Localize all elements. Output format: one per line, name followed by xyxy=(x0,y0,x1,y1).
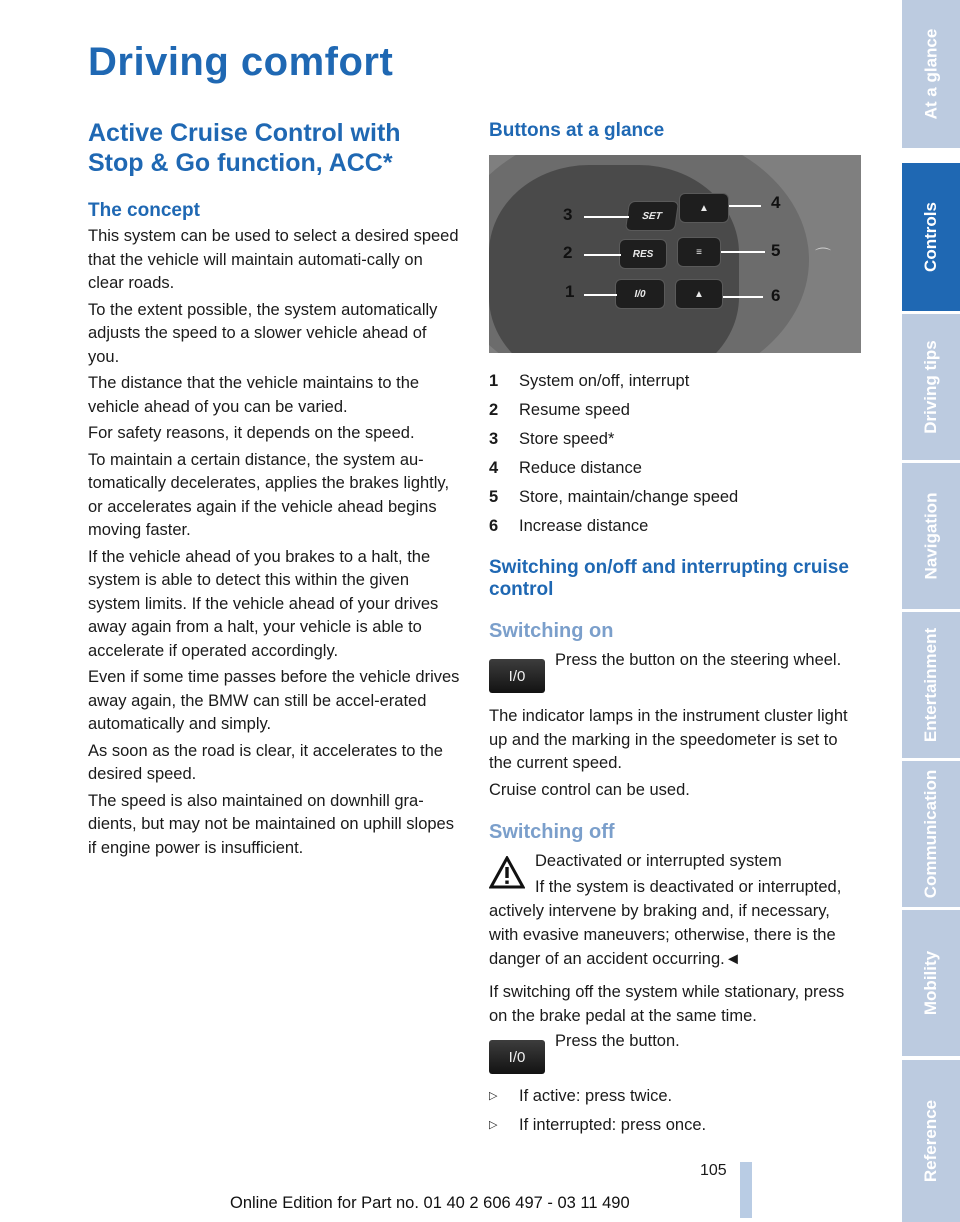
io-button-icon: I/0 xyxy=(489,659,545,693)
button-legend xyxy=(489,367,863,541)
tab-label: Reference xyxy=(921,1099,940,1183)
tab-label: Navigation xyxy=(921,492,940,580)
legend-text: Store speed* xyxy=(519,430,615,448)
section-title: Active Cruise Control with Stop & Go function, ACC* xyxy=(88,119,401,177)
distance-car-icon: ▲ xyxy=(699,202,709,214)
leader-line xyxy=(729,205,761,207)
legend-text: System on/off, interrupt xyxy=(519,372,690,390)
page-number: 105 xyxy=(700,1162,727,1179)
warning-title: Deactivated or interrupted system xyxy=(535,852,782,870)
bullet-text: If active: press twice. xyxy=(519,1087,673,1105)
tab-controls[interactable] xyxy=(902,163,960,311)
set-button: SET xyxy=(625,201,679,231)
warning-text: If the system is deactivated or interrupted, actively intervene by braking and, if necessary, with evasive maneuvers; otherwise, there is the danger of an accident occurring.◄ xyxy=(489,878,842,968)
bullet-text: If interrupted: press once. xyxy=(519,1116,707,1134)
tab-label: Communication xyxy=(921,769,941,899)
leader-line xyxy=(584,294,617,296)
legend-number: 5 xyxy=(489,488,499,506)
reduce-distance-button xyxy=(679,193,729,223)
switching-heading: Switching on/off and interrupting cruise control xyxy=(489,557,849,600)
leader-line xyxy=(723,296,763,298)
legend-number: 1 xyxy=(489,372,499,390)
switch-on-instruction xyxy=(489,649,863,693)
instruction-text: Press the button. xyxy=(555,1032,680,1050)
footer-edition: Online Edition for Part no. 01 40 2 606 497 - 03 11 490 xyxy=(230,1194,630,1212)
paragraph: To the extent possible, the system automatically adjusts the speed to a slower vehicle ahead of you. xyxy=(88,300,438,366)
tab-communication[interactable] xyxy=(902,761,960,907)
warning-icon xyxy=(489,856,525,890)
page-title: Driving comfort xyxy=(88,40,394,84)
callout-2: 2 xyxy=(563,243,573,262)
bullet-list xyxy=(489,1082,863,1140)
res-button: RES xyxy=(619,239,667,269)
legend-number: 6 xyxy=(489,517,499,535)
paragraph: The distance that the vehicle maintains to the vehicle ahead of you can be varied. xyxy=(88,374,420,416)
increase-distance-button xyxy=(675,279,723,309)
io-button: I/0 xyxy=(615,279,665,309)
legend-text: Increase distance xyxy=(519,517,649,535)
legend-number: 3 xyxy=(489,430,499,448)
paragraph: If switching off the system while stationary, press on the brake pedal at the same time. xyxy=(489,983,845,1025)
legend-text: Store, maintain/change speed xyxy=(519,488,739,506)
tab-label: Controls xyxy=(921,202,941,272)
paragraph: This system can be used to select a desired speed that the vehicle will maintain automati-cally on clear roads. xyxy=(88,227,459,292)
callout-1: 1 xyxy=(565,282,575,301)
legend-item xyxy=(489,512,863,541)
leader-line xyxy=(584,216,629,218)
right-column xyxy=(489,120,863,1140)
io-button-icon: I/0 xyxy=(489,1040,545,1074)
warning-block xyxy=(489,850,863,971)
legend-item xyxy=(489,454,863,483)
rocker-switch: ≡ xyxy=(677,237,721,267)
switch-off-instruction xyxy=(489,1030,863,1074)
chapter-tabs xyxy=(902,0,960,1222)
concept-heading: The concept xyxy=(88,200,200,221)
legend-item xyxy=(489,483,863,512)
switching-on-heading: Switching on xyxy=(489,620,614,642)
tab-label: Mobility xyxy=(921,950,940,1016)
steering-wheel-figure xyxy=(489,155,861,353)
switching-off-heading: Switching off xyxy=(489,821,615,843)
legend-text: Resume speed xyxy=(519,401,630,419)
legend-text: Reduce distance xyxy=(519,459,642,477)
triangle-bullet-icon: ▷ xyxy=(489,1119,498,1131)
page-marker-bar xyxy=(740,1162,752,1218)
tab-label: At a glance xyxy=(921,28,941,120)
paragraph: Cruise control can be used. xyxy=(489,780,690,799)
leader-line xyxy=(584,254,621,256)
callout-6: 6 xyxy=(771,286,781,305)
tab-entertainment[interactable] xyxy=(902,612,960,758)
triangle-bullet-icon: ▷ xyxy=(489,1090,498,1102)
legend-number: 4 xyxy=(489,459,499,477)
tab-label: Entertainment xyxy=(921,627,941,743)
distance-car-icon: ▲ xyxy=(694,288,704,300)
paragraph: The speed is also maintained on downhill gra-dients, but may not be maintained on uphill slopes if engine power is insufficient. xyxy=(88,791,454,857)
tab-navigation[interactable] xyxy=(902,463,960,609)
tab-driving-tips[interactable] xyxy=(902,314,960,460)
list-item xyxy=(489,1111,863,1140)
tab-label: Driving tips xyxy=(921,340,941,434)
buttons-heading: Buttons at a glance xyxy=(489,120,665,141)
instruction-text: Press the button on the steering wheel. xyxy=(555,651,842,669)
list-item xyxy=(489,1082,863,1111)
paragraph: As soon as the road is clear, it accelerates to the desired speed. xyxy=(88,741,443,783)
legend-number: 2 xyxy=(489,401,499,419)
tab-at-a-glance[interactable] xyxy=(902,0,960,148)
paragraph: For safety reasons, it depends on the speed. xyxy=(88,424,415,442)
paragraph: To maintain a certain distance, the system au-tomatically decelerates, applies the brakes lightly, or accelerates again if the vehicle ahead begins moving faster. xyxy=(88,450,450,539)
paragraph: If the vehicle ahead of you brakes to a halt, the system is able to detect this within the given system limits. If the vehicle ahead of your drives away again from a halt, your vehicle is able to accelerate if operated accordingly. xyxy=(88,547,439,660)
left-column xyxy=(88,118,462,860)
tab-reference[interactable] xyxy=(902,1060,960,1222)
legend-item xyxy=(489,396,863,425)
paragraph: The indicator lamps in the instrument cluster light up and the marking in the speedometer is set to the current speed. xyxy=(489,707,848,772)
callout-4: 4 xyxy=(771,193,781,212)
legend-item xyxy=(489,425,863,454)
horn-icon: ⌒ xyxy=(814,248,831,265)
legend-item xyxy=(489,367,863,396)
tab-mobility[interactable] xyxy=(902,910,960,1056)
callout-3: 3 xyxy=(563,205,573,224)
paragraph: Even if some time passes before the vehicle drives away again, the BMW can still be accel-erated automatically and simply. xyxy=(88,668,460,733)
leader-line xyxy=(721,251,765,253)
callout-5: 5 xyxy=(771,241,781,260)
